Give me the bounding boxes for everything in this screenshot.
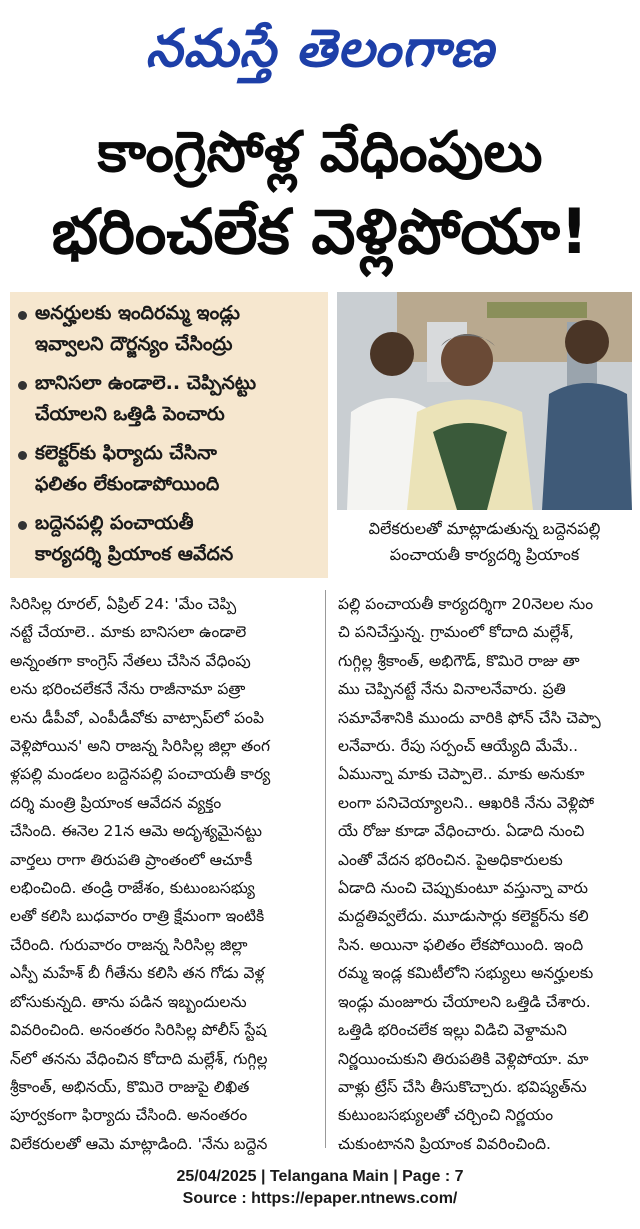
article-line: సిరిసిల్ల రూరల్, ఏప్రిల్ 24: 'మేం చెప్పి — [10, 595, 237, 613]
article-line: వార్తలు రాగా తిరుపతి ప్రాంతంలో ఆచూకీ — [10, 850, 253, 869]
highlights-box — [10, 292, 328, 578]
article-line: గుగ్గిల్ల శ్రీకాంత్, అభిగౌడ్, కొమిరె రాజు తా — [338, 651, 580, 670]
article-line: విలేకరులతో ఆమె మాట్లాడింది. 'నేను బద్దెన — [10, 1134, 268, 1153]
article-line: బోసుకున్నది. తాను పడిన ఇబ్బందులను — [10, 992, 247, 1011]
headline-line-2: భరించలేక వెళ్లిపోయా! — [51, 195, 589, 268]
bullet-icon — [18, 451, 27, 460]
article-line: అన్నంతగా కాంగ్రెస్ నేతలు చేసిన వేధింపు — [10, 651, 251, 670]
article-line: కుటుంబసభ్యులతో చర్చించి నిర్ణయం — [338, 1106, 554, 1125]
article-line: దర్శి మంత్రి ప్రియాంక ఆవేదన వ్యక్తం — [10, 793, 222, 812]
article-line: లనేవారు. రేపు సర్పంచ్ ఆయ్యేది మేమే.. — [338, 737, 579, 756]
article-line: లతో కలిసి బుధవారం రాత్రి క్షేమంగా ఇంటికి — [10, 907, 265, 926]
article-line: లభించింది. తండ్రి రాజేశం, కుటుంబసభ్యు — [10, 879, 255, 898]
caption-line-1: విలేకరులతో మాట్లాడుతున్న బద్దెనపల్లి — [368, 519, 601, 538]
highlight-text: కలెక్టర్‌కు ఫిర్యాదు చేసినా ఫలితం లేకుండాపోయింది — [35, 442, 220, 495]
article-line: ఇండ్లు మంజూరు చేయాలని ఒత్తిడి చేశారు. — [338, 992, 591, 1011]
photo-illustration — [337, 292, 632, 510]
highlight-text: అనర్హులకు ఇందిరమ్మ ఇండ్లు ఇవ్వాలని దౌర్జన్యం చేసింద్రు — [35, 302, 240, 355]
article-line: వెళ్లిపోయిన' అని రాజన్న సిరిసిల్ల జిల్లా తంగ — [10, 737, 271, 756]
news-photo — [337, 292, 632, 510]
article-line: లంగా పనిచెయ్యాలని.. ఆఖరికి నేను వెళ్లిపో — [338, 793, 594, 812]
article-line: సమావేశానికి ముందు వారికి ఫోన్ చేసి చెప్పా — [338, 708, 601, 727]
headline-line-1: కాంగ్రెసోళ్ల వేధింపులు — [97, 120, 543, 185]
bullet-icon — [18, 521, 27, 530]
highlight-text: బద్దెనపల్లి పంచాయతీ కార్యదర్శి ప్రియాంక ఆవేదన — [35, 512, 234, 565]
source-line: Source : https://epaper.ntnews.com/ — [182, 1190, 458, 1207]
article-line: శ్రీకాంత్, అభినయ్, కొమిరె రాజుపై లిఖిత — [10, 1077, 250, 1096]
bullet-icon — [18, 381, 27, 390]
article-line: ఏమున్నా మాకు చెప్పాలె.. మాకు అనుకూ — [338, 765, 585, 784]
article-line: ఎస్పీ మహేశ్ బీ గీతేను కలిసి తన గోడు వెళ్ల — [10, 964, 265, 983]
article-line: న్‌లో తనను వేధించిన కోదాది మల్లేశ్, గుగ్గిల్ల — [10, 1049, 268, 1068]
article-line: నిర్ణయించుకుని తిరుపతికి వెళ్లిపోయా. మా — [338, 1049, 589, 1068]
article-line: ళ్లపల్లి మండలం బద్దెనపల్లి పంచాయతీ కార్య — [10, 765, 271, 784]
article-line: సిన. అయినా ఫలితం లేకపోయింది. ఇంది — [338, 935, 584, 954]
highlight-item — [18, 368, 320, 430]
bullet-icon — [18, 311, 27, 320]
article-column-left — [10, 590, 302, 1158]
article-line: చేరింది. గురువారం రాజన్న సిరిసిల్ల జిల్లా — [10, 935, 248, 954]
photo-caption — [337, 512, 632, 578]
caption-line-2: పంచాయతీ కార్యదర్శి ప్రియాంక — [389, 545, 580, 564]
highlight-text: బానిసలా ఉండాలె.. చెప్పినట్టు చేయాలని ఒత్తిడి పెంచారు — [35, 372, 257, 425]
edition-line: 25/04/2025 | Telangana Main | Page : 7 — [176, 1168, 464, 1185]
article-line: నట్టే చేయాలె.. మాకు బానిసలా ఉండాలె — [10, 623, 247, 642]
article-line: వాళ్లు ట్రేస్ చేసి తీసుకొచ్చారు. భవిష్యత్‌ను — [338, 1077, 587, 1096]
highlight-item — [18, 438, 320, 500]
article-line: యే రోజు కూడా వేధించారు. ఏడాది నుంచి — [338, 822, 585, 841]
article-line: పూర్వకంగా ఫిర్యాదు చేసింది. అనంతరం — [10, 1106, 248, 1125]
article-line: చేసింది. ఈనెల 21న ఆమె అదృశ్యమైనట్టు — [10, 822, 262, 841]
article-line: చుకుంటానని ప్రియాంక వివరించింది. — [338, 1134, 551, 1153]
highlight-item — [18, 298, 320, 360]
article-line: చి పనిచేస్తున్న. గ్రామంలో కోదాది మల్లేశ్, — [338, 623, 574, 642]
article-line: ఒత్తిడి భరించలేక ఇల్లు విడిచి వెళ్దామని — [338, 1021, 567, 1040]
article-column-right — [338, 590, 630, 1158]
article-line: లను డీపీవో, ఎంపీడీవోకు వాట్సాప్‌లో పంపి — [10, 708, 265, 727]
article-line: లను భరించలేకనే నేను రాజీనామా పత్రా — [10, 680, 246, 699]
article-line: రమ్మ ఇండ్ల కమిటీలోని సభ్యులు అనర్హులకు — [338, 964, 594, 983]
article-line: ఎంతో వేదన భరించిన. పైఅధికారులకు — [338, 850, 563, 869]
highlight-item — [18, 508, 320, 570]
article-line: ము చెప్పినట్టే నేను వినాలనేవారు. ప్రతి — [338, 680, 566, 699]
column-divider — [325, 590, 326, 1148]
masthead-title: నమస్తే తెలంగాణ — [145, 18, 495, 79]
article-line: మద్దతివ్వలేదు. మూడుసార్లు కలెక్టర్‌ను కలి — [338, 907, 589, 926]
article-line: ఏడాది నుంచి చెప్పుకుంటూ వస్తున్నా వారు — [338, 879, 588, 898]
article-line: వివరించింది. అనంతరం సిరిసిల్ల పోలీస్ స్టేష — [10, 1021, 267, 1040]
masthead — [0, 0, 640, 110]
article-line: పల్లి పంచాయతీ కార్యదర్శిగా 20నెలల నుం — [338, 595, 594, 613]
